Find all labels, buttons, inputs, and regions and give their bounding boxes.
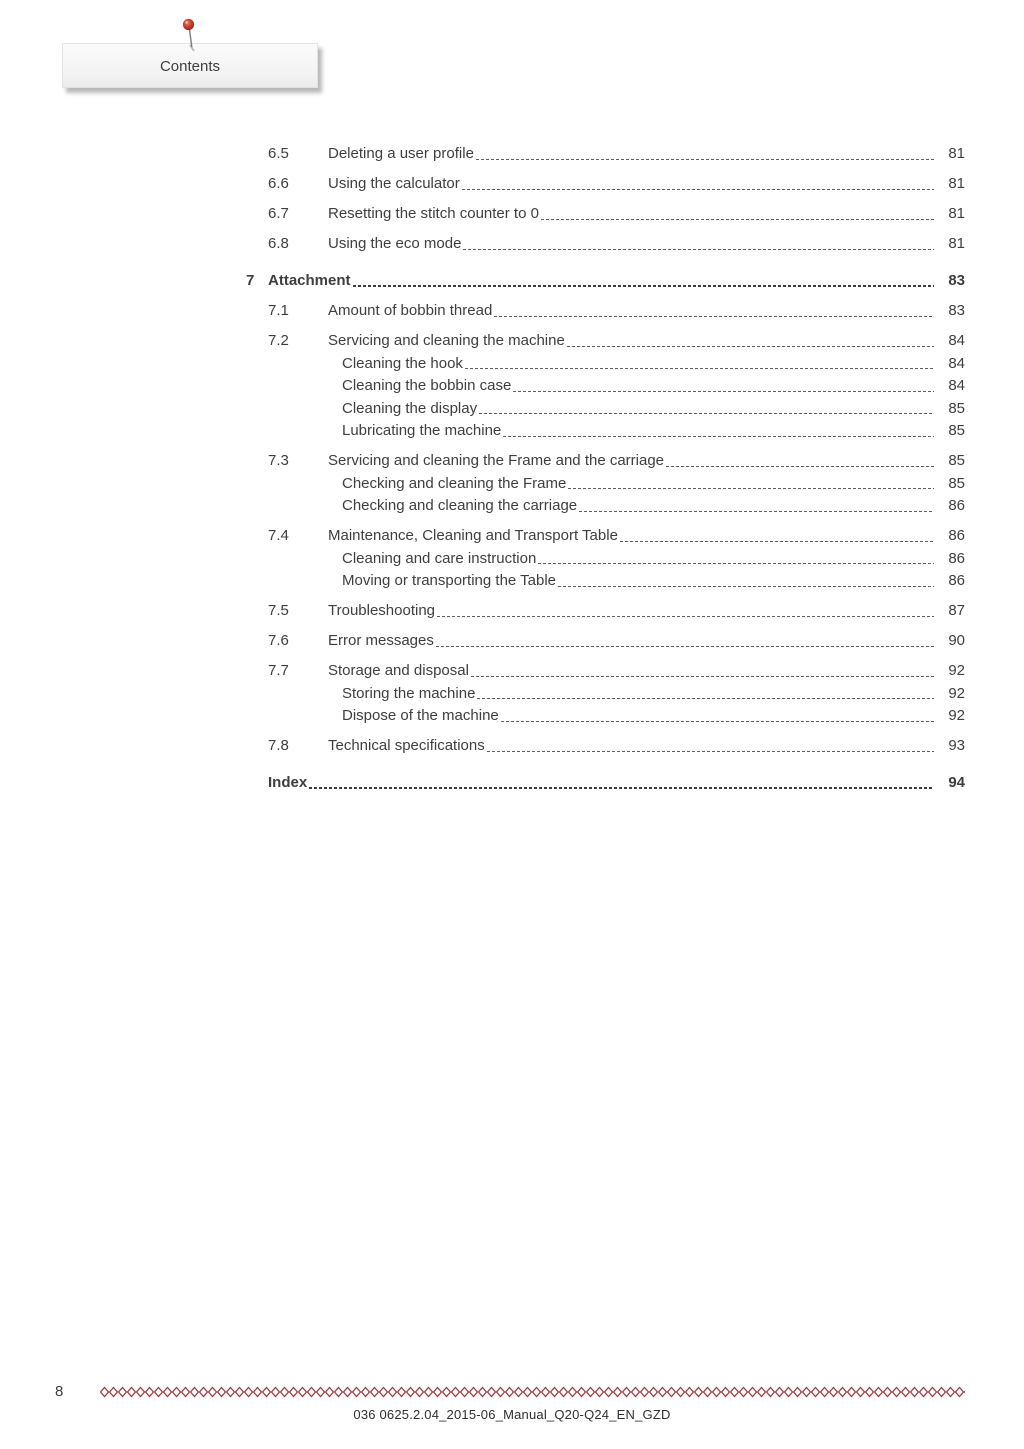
toc-entry-number: 7	[246, 272, 255, 289]
toc-leader-line	[541, 219, 934, 220]
toc-entry-number: 6.5	[268, 145, 289, 162]
toc-entry-number: 7.8	[268, 737, 289, 754]
page-number: 8	[55, 1383, 64, 1400]
toc-entry-title: Amount of bobbin thread	[328, 302, 493, 319]
toc-entry-page: 83	[948, 272, 965, 289]
toc-row[interactable]	[246, 737, 965, 754]
toc-row[interactable]	[246, 377, 965, 394]
toc-entry-title: Technical specifications	[328, 737, 485, 754]
toc-row[interactable]	[246, 662, 965, 679]
toc-entry-title: Maintenance, Cleaning and Transport Table	[328, 527, 618, 544]
toc-entry-title: Resetting the stitch counter to 0	[328, 205, 539, 222]
toc-entry-page: 92	[948, 684, 965, 702]
toc-row[interactable]	[246, 175, 965, 192]
toc-entry-page: 81	[948, 175, 965, 192]
toc-leader-line	[558, 586, 934, 587]
toc-leader-line	[501, 721, 934, 722]
toc-leader-line	[479, 413, 934, 414]
footer-doc-id: 036 0625.2.04_2015-06_Manual_Q20-Q24_EN_GZD	[353, 1407, 671, 1422]
toc-entry-page: 85	[948, 399, 965, 417]
toc-entry-page: 86	[948, 572, 965, 589]
toc-row[interactable]	[246, 774, 965, 791]
toc-entry-number: 7.2	[268, 332, 289, 349]
toc-entry-title: Servicing and cleaning the machine	[328, 332, 565, 349]
toc-row[interactable]	[246, 550, 965, 567]
toc-leader-line	[471, 676, 934, 677]
toc-row[interactable]	[246, 475, 965, 492]
toc-entry-page: 92	[948, 707, 965, 724]
toc-leader-line	[538, 563, 934, 564]
toc-leader-line	[494, 316, 934, 317]
toc-entry-title: Servicing and cleaning the Frame and the carriage	[328, 452, 665, 469]
toc-leader-line	[568, 488, 934, 489]
toc-entry-title: Cleaning and care instruction	[342, 549, 537, 567]
toc-entry-title: Lubricating the machine	[342, 422, 502, 439]
pushpin-icon	[176, 13, 202, 53]
toc-row[interactable]	[246, 685, 965, 702]
toc-row[interactable]	[246, 205, 965, 222]
toc-entry-page: 83	[948, 302, 965, 319]
toc-entry-page: 93	[948, 737, 965, 754]
toc-entry-number: 7.1	[268, 302, 289, 319]
toc-row[interactable]	[246, 355, 965, 372]
toc-entry-title: Using the eco mode	[328, 235, 462, 252]
toc-leader-line	[462, 189, 934, 190]
toc-row[interactable]	[246, 302, 965, 319]
toc-leader-line	[309, 787, 934, 789]
toc-entry-number: 7.6	[268, 632, 289, 649]
toc-row[interactable]	[246, 527, 965, 544]
toc-entry-title: Storing the machine	[342, 684, 476, 702]
toc-entry-title: Cleaning the display	[342, 399, 478, 417]
toc-leader-line	[666, 466, 934, 467]
toc-entry-number: 7.4	[268, 527, 289, 544]
toc-entry-page: 86	[948, 549, 965, 567]
toc-leader-line	[620, 541, 934, 542]
toc-row[interactable]	[246, 572, 965, 589]
toc-row[interactable]	[246, 602, 965, 619]
toc-entry-title: Checking and cleaning the carriage	[342, 497, 578, 514]
toc-entry-title: Moving or transporting the Table	[342, 572, 557, 589]
toc-entry-number: 6.6	[268, 175, 289, 192]
toc-entry-number: 6.8	[268, 235, 289, 252]
toc-entry-title: Error messages	[328, 632, 434, 649]
toc-leader-line	[503, 436, 934, 437]
contents-tab-label: Contents	[159, 58, 221, 75]
toc-leader-line	[579, 511, 934, 512]
toc-entry-title: Attachment	[268, 272, 351, 289]
toc-leader-line	[436, 646, 934, 647]
toc-entry-page: 85	[948, 452, 965, 469]
toc-entry-title: Storage and disposal	[328, 662, 469, 679]
toc-entry-page: 81	[948, 145, 965, 162]
toc-row[interactable]	[246, 145, 965, 162]
toc-entry-title: Troubleshooting	[328, 602, 436, 619]
toc-entry-title: Using the calculator	[328, 175, 460, 192]
toc-entry-page: 81	[948, 205, 965, 222]
toc-entry-page: 90	[948, 632, 965, 649]
toc-entry-page: 94	[948, 774, 965, 791]
toc-entry-page: 92	[948, 662, 965, 679]
toc-row[interactable]	[246, 272, 965, 289]
toc-row[interactable]	[246, 400, 965, 417]
toc-leader-line	[476, 159, 934, 160]
toc-leader-line	[463, 249, 934, 250]
toc-entry-number: 7.3	[268, 452, 289, 469]
toc-row[interactable]	[246, 452, 965, 469]
toc-entry-page: 86	[948, 497, 965, 514]
toc-entry-title: Cleaning the bobbin case	[342, 377, 512, 394]
toc-row[interactable]	[246, 497, 965, 514]
toc-entry-page: 87	[948, 602, 965, 619]
toc-leader-line	[513, 391, 934, 392]
toc-entry-page: 85	[948, 422, 965, 439]
toc-row[interactable]	[246, 632, 965, 649]
toc-list	[246, 145, 965, 791]
toc-entry-title: Deleting a user profile	[328, 145, 474, 162]
toc-entry-page: 85	[948, 474, 965, 492]
toc-entry-title: Checking and cleaning the Frame	[342, 474, 567, 492]
toc-leader-line	[477, 698, 934, 699]
toc-entry-page: 86	[948, 527, 965, 544]
toc-entry-page: 81	[948, 235, 965, 252]
toc-row[interactable]	[246, 422, 965, 439]
toc-leader-line	[465, 368, 934, 369]
toc-entry-number: 7.7	[268, 662, 289, 679]
toc-row[interactable]	[246, 332, 965, 349]
toc-leader-line	[487, 751, 934, 752]
toc-entry-number: 7.5	[268, 602, 289, 619]
toc-entry-title: Index	[268, 774, 308, 791]
toc-entry-number: 6.7	[268, 205, 289, 222]
toc-entry-title: Cleaning the hook	[342, 354, 463, 372]
toc-row[interactable]	[246, 235, 965, 252]
toc-entry-page: 84	[948, 354, 965, 372]
toc-leader-line	[437, 616, 934, 617]
stitch-divider	[100, 1386, 965, 1398]
toc-entry-page: 84	[948, 377, 965, 394]
toc-entry-page: 84	[948, 332, 965, 349]
toc-leader-line	[353, 285, 934, 287]
toc-leader-line	[567, 346, 934, 347]
toc-entry-title: Dispose of the machine	[342, 707, 499, 724]
toc-row[interactable]	[246, 707, 965, 724]
